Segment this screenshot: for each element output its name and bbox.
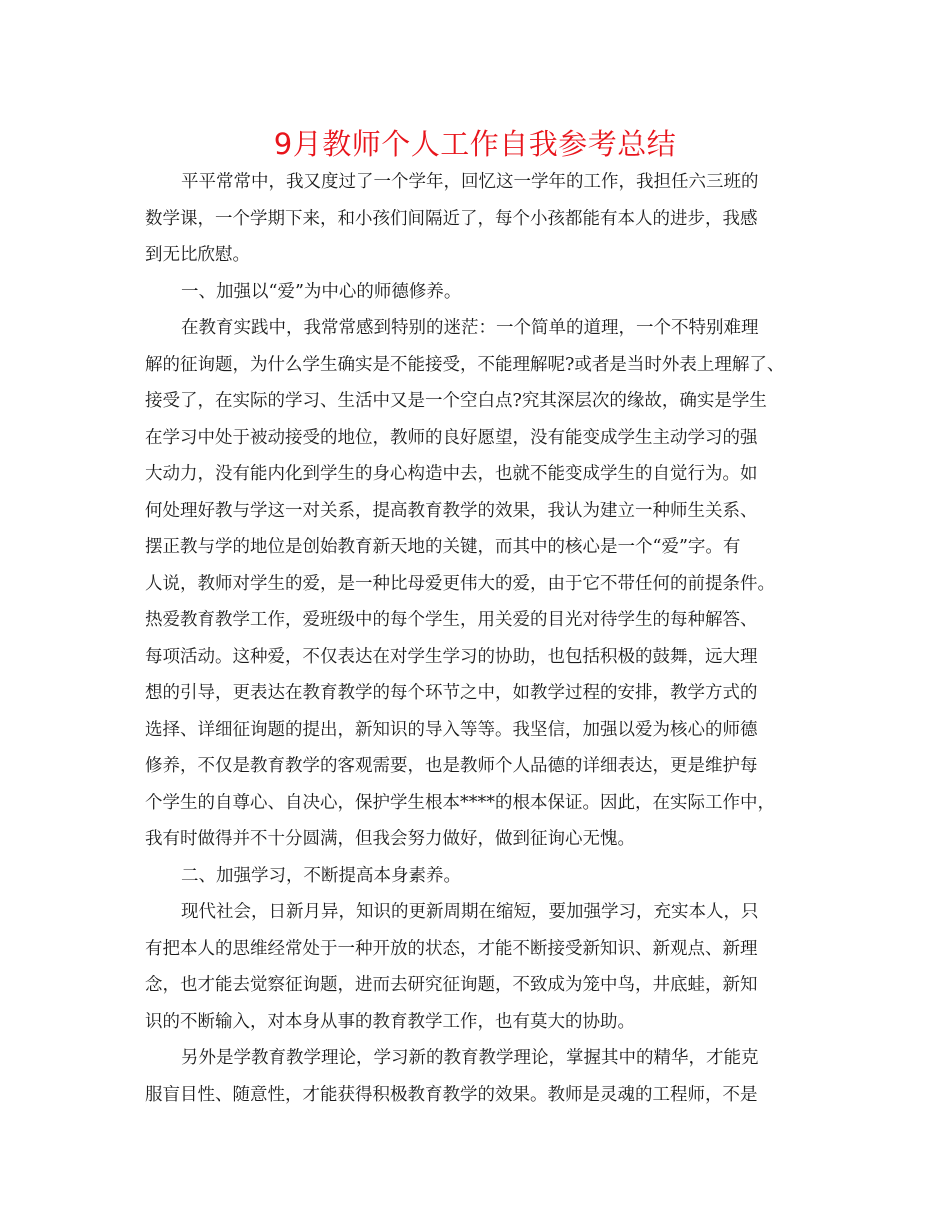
text-line: 平平常常中，我又度过了一个学年，回忆这一学年的工作，我担任六三班的	[181, 172, 759, 192]
text-line: 人说，教师对学生的爱，是一种比母爱更伟大的爱，由于它不带任何的前提条件。	[145, 573, 775, 594]
text-line: 念，也才能去觉察征询题，进而去研究征询题，不致成为笼中鸟，井底蛙，新知	[145, 975, 758, 995]
text-line: 想的引导，更表达在教育教学的每个环节之中，如教学过程的安排，教学方式的	[145, 683, 758, 703]
text-line: 接受了，在实际的学习、生活中又是一个空白点?究其深层次的缘故，确实是学生	[145, 391, 767, 411]
text-line: 现代社会，日新月异，知识的更新周期在缩短，要加强学习，充实本人，只	[181, 902, 759, 922]
text-line: 解的征询题，为什么学生确实是不能接受，不能理解呢?或者是当时外表上理解了、	[145, 354, 785, 375]
text-line: 何处理好教与学这一对关系，提高教育教学的效果，我认为建立一种师生关系、	[145, 500, 758, 521]
text-line: 我有时做得并不十分圆满，但我会努力做好，做到征询心无愧。	[145, 829, 635, 849]
document-title: 9月教师个人工作自我参考总结	[273, 127, 677, 161]
text-line: 有把本人的思维经常处于一种开放的状态，才能不断接受新知识、新观点、新理	[145, 938, 758, 959]
text-line: 大动力，没有能内化到学生的身心构造中去，也就不能变成学生的自觉行为。如	[145, 464, 758, 484]
text-line: 数学课，一个学期下来，和小孩们间隔近了，每个小孩都能有本人的进步，我感	[145, 208, 758, 229]
section-heading-1: 一、加强以“爱”为中心的师德修养。	[181, 281, 462, 302]
text-line: 摆正教与学的地位是创始教育新天地的关键，而其中的核心是一个“爱”字。有	[145, 537, 741, 557]
text-line: 到无比欣慰。	[145, 245, 250, 265]
text-line: 在学习中处于被动接受的地位，教师的良好愿望，没有能变成学生主动学习的强	[145, 427, 758, 448]
text-line: 个学生的自尊心、自决心，保护学生根本****的根本保证。因此，在实际工作中，	[145, 792, 775, 813]
text-line: 修养，不仅是教育教学的客观需要，也是教师个人品德的详细表达，更是维护每	[145, 756, 758, 776]
text-line: 识的不断输入，对本身从事的教育教学工作，也有莫大的协助。	[145, 1011, 635, 1032]
text-line: 服盲目性、随意性，才能获得积极教育教学的效果。教师是灵魂的工程师，不是	[145, 1084, 758, 1105]
text-line: 另外是学教育教学理论，学习新的教育教学理论，掌握其中的精华，才能克	[181, 1048, 759, 1068]
text-line: 在教育实践中，我常常感到特别的迷茫：一个简单的道理，一个不特别难理	[181, 318, 759, 338]
text-line: 热爱教育教学工作，爱班级中的每个学生，用关爱的目光对待学生的每种解答、	[145, 610, 758, 630]
section-heading-2: 二、加强学习，不断提高本身素养。	[181, 865, 461, 886]
text-line: 每项活动。这种爱，不仅表达在对学生学习的协助，也包括积极的鼓舞，远大理	[145, 646, 758, 667]
document-body	[145, 164, 805, 1113]
text-line: 选择、详细征询题的提出，新知识的导入等等。我坚信，加强以爱为核心的师德	[145, 719, 758, 740]
